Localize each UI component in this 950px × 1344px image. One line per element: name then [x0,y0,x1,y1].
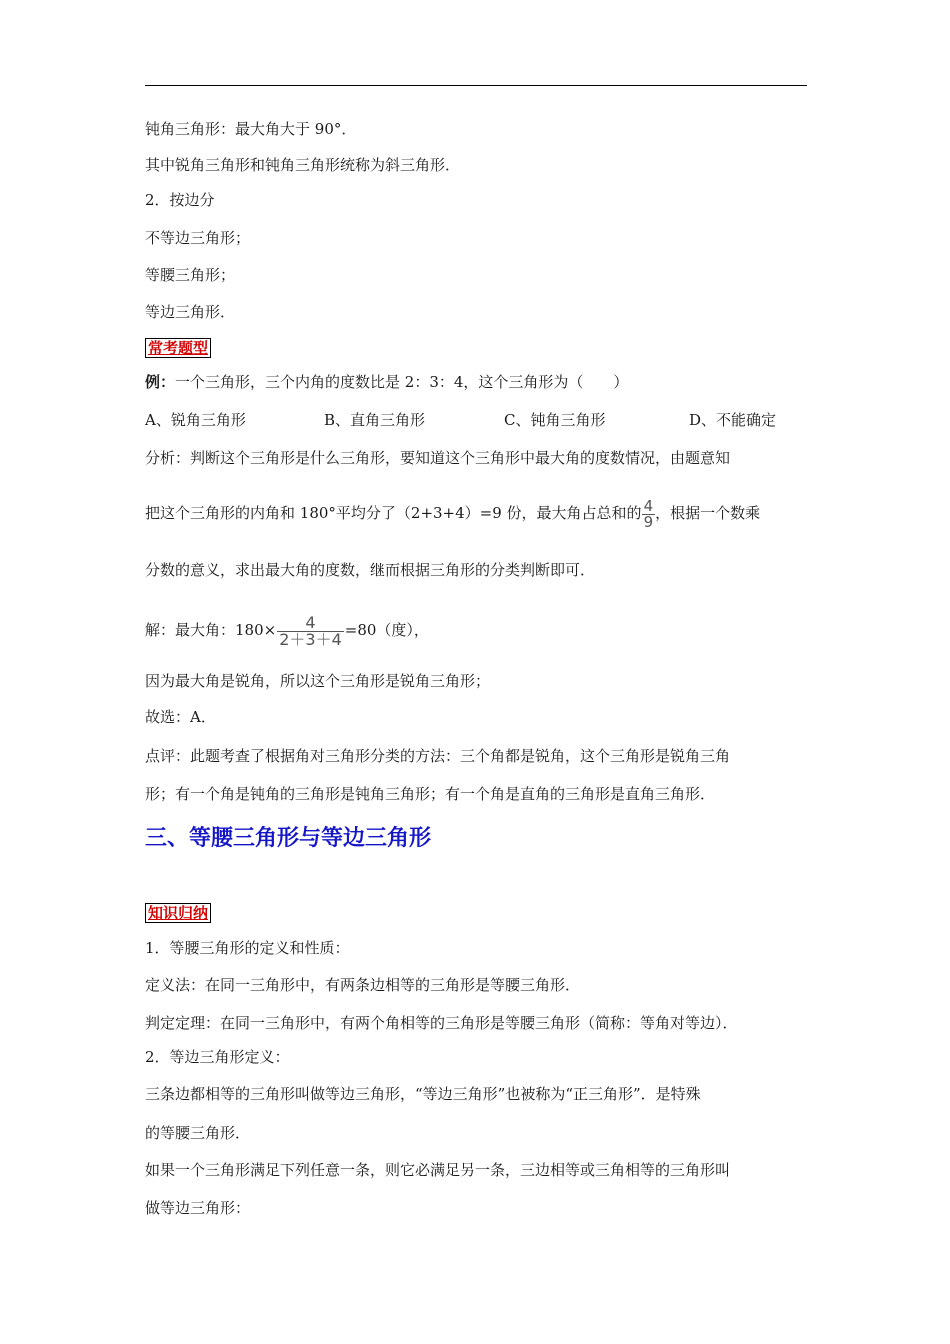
solution-fraction-denominator: 2＋3＋4 [279,629,342,649]
comment-line-1: 点评：此题考查了根据角对三角形分类的方法：三个角都是锐角，这个三角形是锐角三角 [145,747,731,765]
equilateral-line: 等边三角形． [145,303,236,321]
solution-start: 解：最大角：180× [145,621,277,639]
isosceles-line: 等腰三角形； [145,266,236,284]
equilateral-definition-2: 的等腰三角形． [145,1124,251,1142]
fraction-numerator: 4 [643,496,654,515]
solution-line [145,605,429,655]
header-rule [145,85,807,86]
by-side-title: 2．按边分 [145,191,215,209]
equilateral-condition-2: 做等边三角形： [145,1199,251,1217]
equilateral-definition-1: 三条边都相等的三角形叫做等边三角形，“等边三角形”也被称为“正三角形”．是特殊 [145,1085,701,1103]
tag-label: 常考题型 [145,338,211,358]
comment-line-2: 形；有一个角是钝角的三角形是钝角三角形；有一个角是直角的三角形是直角三角形． [145,785,716,803]
isosceles-theorem: 判定定理：在同一三角形中，有两个角相等的三角形是等腰三角形（简称：等角对等边）． [145,1014,738,1032]
scalene-line: 不等边三角形； [145,229,251,247]
option-a: A、锐角三角形 [145,411,246,429]
section-heading: 三、等腰三角形与等边三角形 [145,826,432,851]
option-b: B、直角三角形 [324,411,426,429]
choose-line: 故选：A． [145,708,216,726]
fraction-4-9 [642,496,656,531]
because-line: 因为最大角是锐角，所以这个三角形是锐角三角形； [145,672,491,690]
isosceles-title: 1．等腰三角形的定义和性质： [145,939,350,957]
equilateral-title: 2．等边三角形定义： [145,1048,290,1066]
solution-end: =80（度）， [344,621,429,639]
option-d: D、不能确定 [689,411,777,429]
solution-fraction-numerator: 4 [305,612,316,632]
oblique-note: 其中锐角三角形和钝角三角形统称为斜三角形． [145,156,461,174]
equilateral-condition-1: 如果一个三角形满足下列任意一条，则它必满足另一条，三边相等或三角相等的三角形叫 [145,1161,731,1179]
section-tag-knowledge [145,903,211,923]
analysis-line-2 [145,490,760,536]
analysis-line-1: 分析：判断这个三角形是什么三角形，要知道这个三角形中最大角的度数情况，由题意知 [145,449,731,467]
option-c: C、钝角三角形 [504,411,606,429]
example-label: 例： [145,373,176,391]
example-question [145,372,628,392]
analysis-line-2-start: 把这个三角形的内角和 180°平均分了（2+3+4）=9 份，最大角占总和的 [145,504,642,522]
tag-label: 知识归纳 [145,903,211,923]
obtuse-definition: 钝角三角形：最大角大于 90°． [145,120,357,138]
example-question-text: 一个三角形，三个内角的度数比是 2：3：4，这个三角形为（ ） [175,373,629,391]
analysis-line-3: 分数的意义，求出最大角的度数，继而根据三角形的分类判断即可． [145,561,596,579]
isosceles-definition: 定义法：在同一三角形中，有两条边相等的三角形是等腰三角形． [145,976,581,994]
analysis-line-2-end: ，根据一个数乘 [655,504,761,522]
section-tag-common-questions [145,338,211,358]
fraction-denominator: 9 [643,512,654,531]
solution-fraction [277,612,344,649]
